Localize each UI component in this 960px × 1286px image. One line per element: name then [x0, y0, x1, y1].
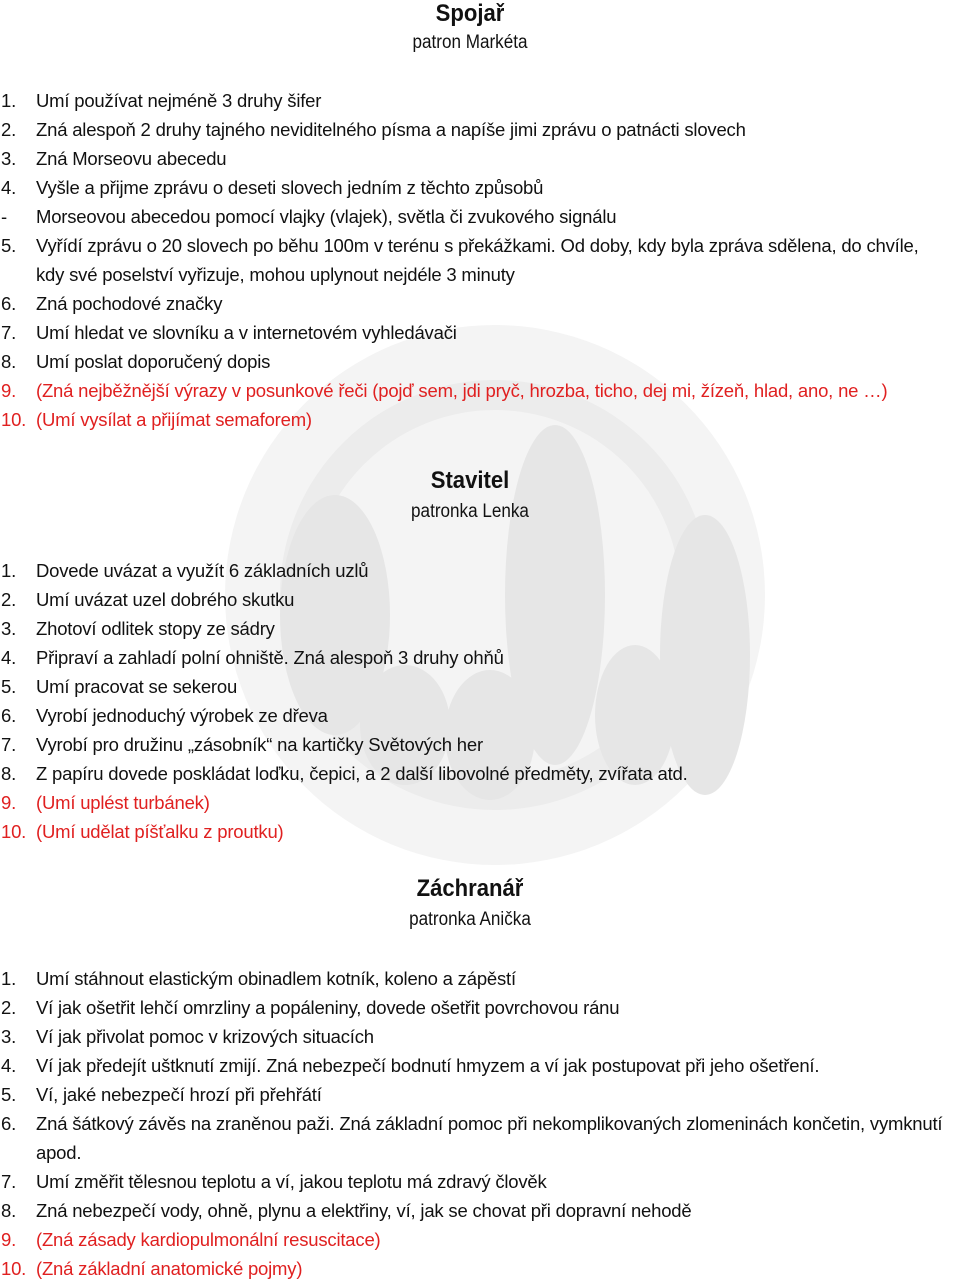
item-number: 8.	[1, 351, 17, 372]
item-text: (Zná zásady kardiopulmonální resuscitace)	[36, 1229, 381, 1250]
list-item	[0, 318, 950, 347]
item-number: 7.	[1, 322, 17, 343]
item-text: Zná pochodové značky	[36, 293, 223, 314]
list-item	[0, 556, 950, 585]
item-number: 1.	[1, 90, 17, 111]
list-item	[0, 1109, 950, 1167]
item-text: Ví, jaké nebezpečí hrozí při přehřátí	[36, 1084, 322, 1105]
item-text: (Zná nejběžnější výrazy v posunkové řeči (pojď sem, jdi pryč, hrozba, ticho, dej mi, žízeň, hlad, ano, ne …)	[36, 380, 888, 401]
item-text: (Zná základní anatomické pojmy)	[36, 1258, 303, 1279]
item-text: Umí stáhnout elastickým obinadlem kotník, koleno a zápěstí	[36, 968, 516, 989]
item-number: 2.	[1, 589, 17, 610]
item-number: 2.	[1, 997, 17, 1018]
list-item-optional	[0, 1225, 950, 1254]
item-text: Vyšle a přijme zprávu o deseti slovech jedním z těchto způsobů	[36, 177, 544, 198]
section-title-stavitel: Stavitel	[430, 467, 510, 494]
item-number: 7.	[1, 1171, 17, 1192]
item-number: 6.	[1, 293, 17, 314]
item-text: Zná nebezpečí vody, ohně, plynu a elektřiny, ví, jak se chovat při dopravní nehodě	[36, 1200, 692, 1221]
list-item	[0, 1080, 950, 1109]
list-item	[0, 585, 950, 614]
list-item	[0, 347, 950, 376]
item-number: 9.	[1, 1229, 17, 1250]
list-item	[0, 173, 950, 202]
requirements-list-stavitel	[0, 556, 950, 846]
item-text: Ví jak ošetřit lehčí omrzliny a popáleniny, dovede ošetřit povrchovou ránu	[36, 997, 620, 1018]
item-number: 6.	[1, 1113, 17, 1134]
item-text: Zná alespoň 2 druhy tajného neviditelného písma a napíše jimi zprávu o patnácti slovech	[36, 119, 746, 140]
list-item	[0, 614, 950, 643]
item-text: Ví jak předejít uštknutí zmijí. Zná nebezpečí bodnutí hmyzem a ví jak postupovat při jeho ošetření.	[36, 1055, 820, 1076]
item-number: 10.	[1, 1258, 27, 1279]
section-title-zachranar: Záchranář	[416, 875, 524, 902]
list-item	[0, 759, 950, 788]
list-item	[0, 1196, 950, 1225]
item-text: Umí pracovat se sekerou	[36, 676, 238, 697]
item-number: 3.	[1, 1026, 17, 1047]
item-number: 8.	[1, 1200, 17, 1221]
list-item	[0, 993, 950, 1022]
item-text: Zhotoví odlitek stopy ze sádry	[36, 618, 275, 639]
item-text: (Umí vysílat a přijímat semaforem)	[36, 409, 312, 430]
item-text: Zná Morseovu abecedu	[36, 148, 227, 169]
list-item-optional	[0, 788, 950, 817]
item-number: 4.	[1, 1055, 17, 1076]
list-item	[0, 672, 950, 701]
item-text: Zná šátkový závěs na zraněnou paži. Zná základní pomoc při nekomplikovaných zlomeninách končetin, vymknutí apod.	[36, 1113, 943, 1163]
requirements-list-zachranar	[0, 964, 950, 1283]
list-item	[0, 86, 950, 115]
item-text: Dovede uvázat a využít 6 základních uzlů	[36, 560, 369, 581]
list-item-optional	[0, 817, 950, 846]
item-text: (Umí udělat píšťalku z proutku)	[36, 821, 284, 842]
item-number: 6.	[1, 705, 17, 726]
item-number: 10.	[1, 409, 27, 430]
item-number: 3.	[1, 148, 17, 169]
item-number: 10.	[1, 821, 27, 842]
item-text: Vyřídí zprávu o 20 slovech po běhu 100m v terénu s překážkami. Od doby, kdy byla zpráva sdělena, do chvíle, kdy své poselství vyřizuje, mohou uplynout nejdéle 3 minuty	[36, 235, 919, 285]
item-text: (Umí uplést turbánek)	[36, 792, 210, 813]
item-number: 9.	[1, 792, 17, 813]
list-item	[0, 144, 950, 173]
item-number: 7.	[1, 734, 17, 755]
section-patron-zachranar: patronka Anička	[409, 909, 531, 930]
item-text: Umí používat nejméně 3 druhy šifer	[36, 90, 322, 111]
item-number: 4.	[1, 177, 17, 198]
item-number: 2.	[1, 119, 17, 140]
list-item	[0, 701, 950, 730]
item-text: Umí hledat ve slovníku a v internetovém vyhledávači	[36, 322, 457, 343]
item-number: 5.	[1, 235, 17, 256]
requirements-list-spojar	[0, 86, 950, 434]
item-text: Morseovou abecedou pomocí vlajky (vlajek), světla či zvukového signálu	[36, 206, 617, 227]
list-item-optional	[0, 405, 950, 434]
item-text: Vyrobí jednoduchý výrobek ze dřeva	[36, 705, 328, 726]
item-number: 1.	[1, 968, 17, 989]
list-item	[0, 730, 950, 759]
item-text: Umí uvázat uzel dobrého skutku	[36, 589, 295, 610]
item-number: 9.	[1, 380, 17, 401]
list-item	[0, 202, 950, 231]
item-text: Ví jak přivolat pomoc v krizových situacích	[36, 1026, 374, 1047]
list-item	[0, 964, 950, 993]
list-item	[0, 1167, 950, 1196]
item-text: Vyrobí pro družinu „zásobník“ na kartičky Světových her	[36, 734, 483, 755]
item-bullet: -	[1, 206, 7, 227]
item-number: 1.	[1, 560, 17, 581]
list-item	[0, 643, 950, 672]
item-number: 8.	[1, 763, 17, 784]
section-title-spojar: Spojař	[435, 0, 505, 27]
list-item	[0, 115, 950, 144]
item-text: Umí poslat doporučený dopis	[36, 351, 271, 372]
section-patron-spojar: patron Markéta	[412, 32, 528, 53]
item-text: Z papíru dovede poskládat loďku, čepici, a 2 další libovolné předměty, zvířata atd.	[36, 763, 688, 784]
list-item-optional	[0, 376, 950, 405]
list-item-optional	[0, 1254, 950, 1283]
item-text: Připraví a zahladí polní ohniště. Zná alespoň 3 druhy ohňů	[36, 647, 504, 668]
list-item	[0, 231, 950, 289]
item-number: 3.	[1, 618, 17, 639]
section-patron-stavitel: patronka Lenka	[411, 501, 529, 522]
item-number: 5.	[1, 1084, 17, 1105]
item-number: 5.	[1, 676, 17, 697]
list-item	[0, 1022, 950, 1051]
item-number: 4.	[1, 647, 17, 668]
list-item	[0, 289, 950, 318]
list-item	[0, 1051, 950, 1080]
item-text: Umí změřit tělesnou teplotu a ví, jakou teplotu má zdravý člověk	[36, 1171, 547, 1192]
